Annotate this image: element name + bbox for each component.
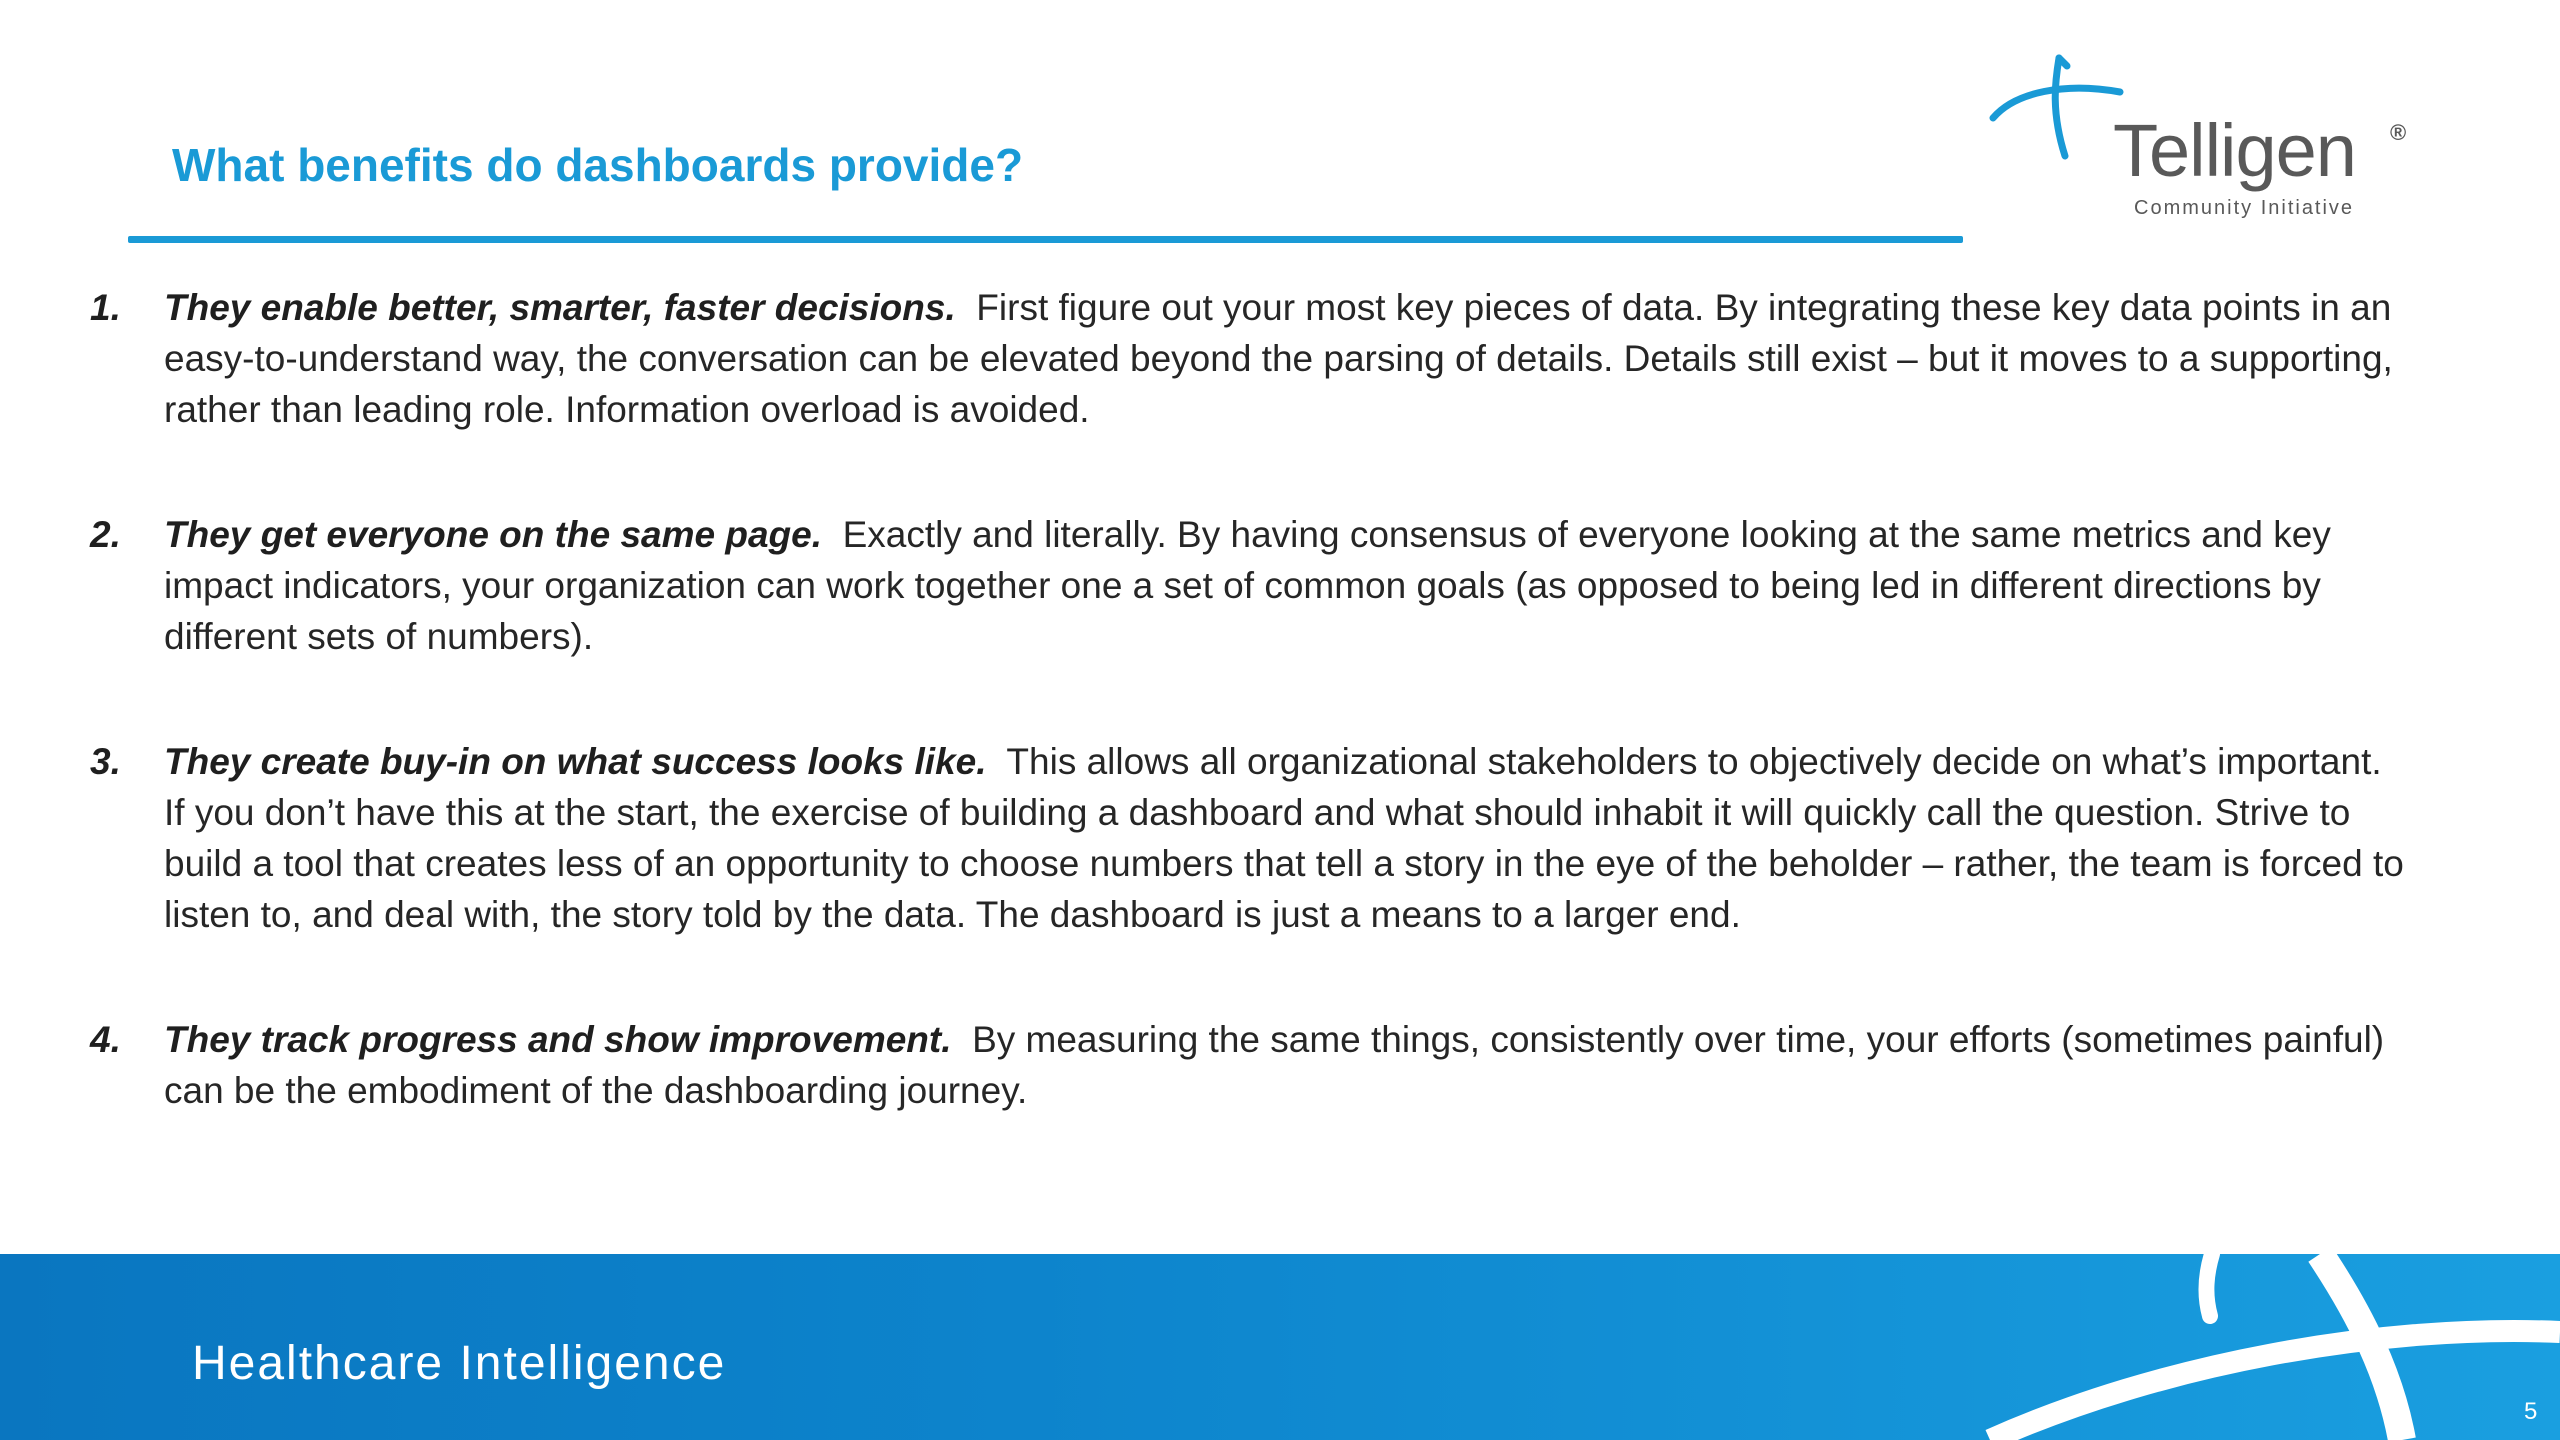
list-item-number: 2.	[90, 514, 121, 555]
list-item-number: 4.	[90, 1019, 121, 1060]
logo-registered-mark: ®	[2390, 120, 2407, 145]
logo-wordmark: Telligen	[2113, 109, 2356, 192]
list-item	[90, 282, 2410, 435]
title-underline	[128, 236, 1963, 243]
list-item	[90, 736, 2410, 940]
list-item-lead: They create buy-in on what success looks like.	[164, 741, 987, 782]
list-item	[90, 1014, 2410, 1116]
benefits-list	[90, 282, 2410, 1190]
logo-subtitle: Community Initiative	[2134, 197, 2355, 219]
list-item-body: First figure out your most key pieces of data. By integrating these key data points in an easy-to-understand way, the conversation can be elevated beyond the parsing of details. Details still exist – but it moves to a supporting, rather than leading role. Information overload is avoided.	[164, 287, 2393, 430]
page-number: 5	[2524, 1398, 2538, 1425]
telligen-logo	[1985, 52, 2425, 232]
footer-label: Healthcare Intelligence	[192, 1337, 727, 1390]
list-item-number: 3.	[90, 741, 121, 782]
list-item	[90, 509, 2410, 662]
list-item-number: 1.	[90, 287, 121, 328]
list-item-lead: They get everyone on the same page.	[164, 514, 822, 555]
list-item-body: By measuring the same things, consistently over time, your efforts (sometimes painful) can be the embodiment of the dashboarding journey.	[164, 1019, 2385, 1111]
list-item-body: Exactly and literally. By having consensus of everyone looking at the same metrics and key impact indicators, your organization can work together one a set of common goals (as opposed to being led in different directions by different sets of numbers).	[164, 514, 2331, 657]
slide-title: What benefits do dashboards provide?	[172, 139, 1024, 191]
list-item-lead: They track progress and show improvement.	[164, 1019, 952, 1060]
footer-banner	[0, 1254, 2560, 1440]
list-item-body: This allows all organizational stakeholders to objectively decide on what’s important. If you don’t have this at the start, the exercise of building a dashboard and what should inhabit it will quickly call the question. Strive to build a tool that creates less of an opportunity to choose numbers that tell a story in the eye of the beholder – rather, the team is forced to listen to, and deal with, the story told by the data. The dashboard is just a means to a larger end.	[164, 741, 2404, 935]
logo-swoosh-icon	[1985, 52, 2125, 172]
list-item-lead: They enable better, smarter, faster decisions.	[164, 287, 956, 328]
